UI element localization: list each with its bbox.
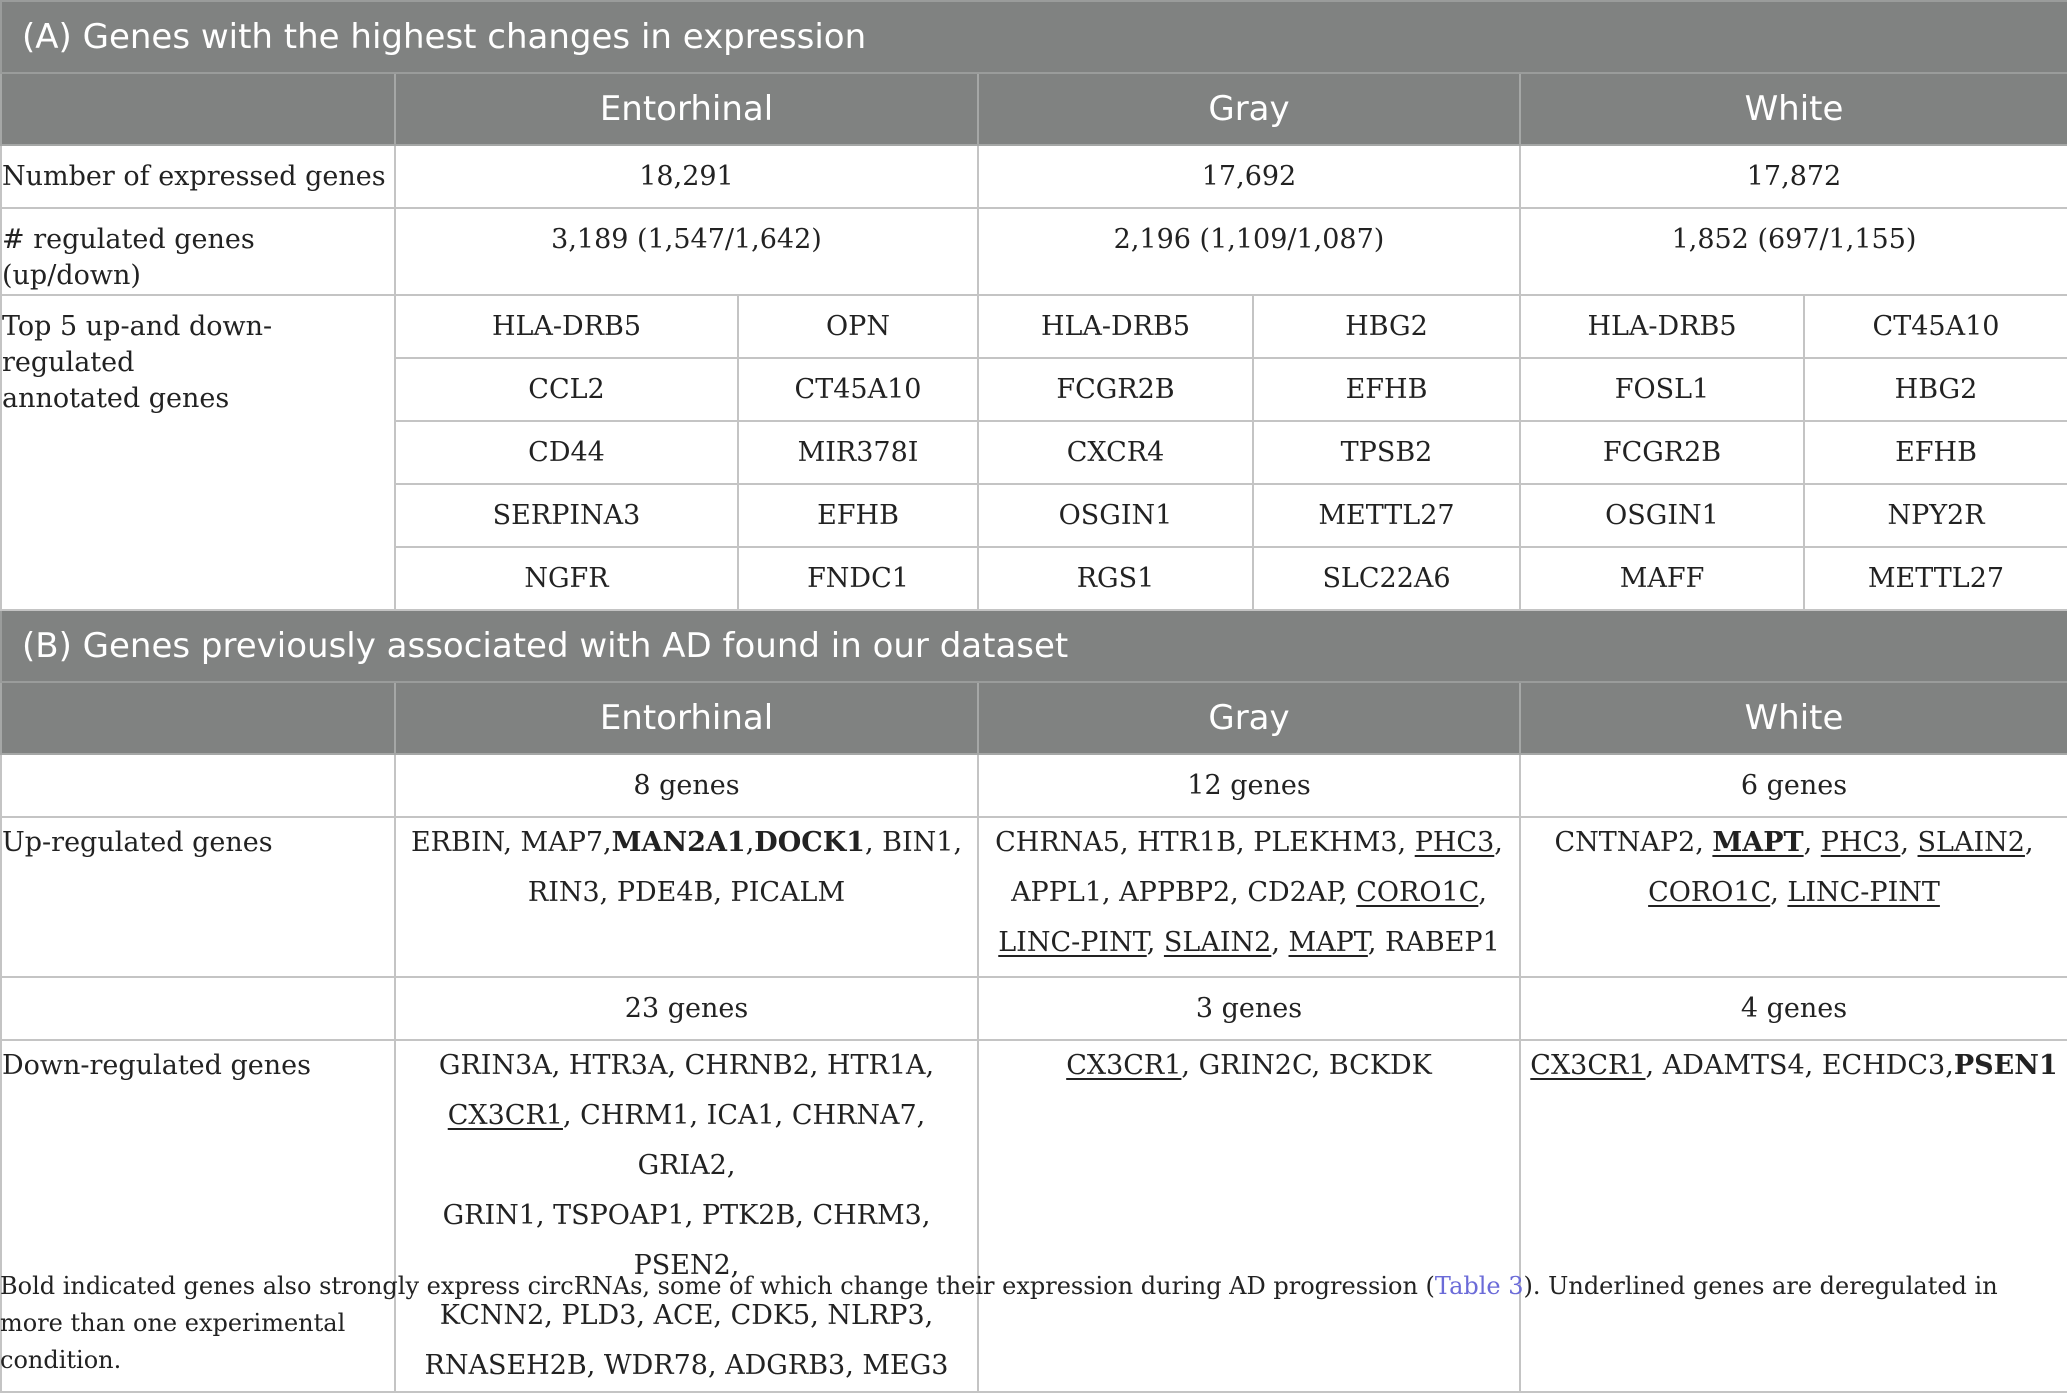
- section-a-header-row: [1, 1, 2067, 73]
- down-count-row: [1, 977, 2067, 1040]
- gene-cell: OSGIN1: [978, 484, 1253, 547]
- down-count-white: 4 genes: [1520, 977, 2067, 1040]
- section-b-title: (B) Genes previously associated with AD found in our dataset: [1, 610, 2067, 682]
- gene-underlined: LINC-PINT: [998, 927, 1147, 958]
- column-header-white: White: [1520, 682, 2067, 754]
- gene-cell: SERPINA3: [395, 484, 738, 547]
- up-list-white: [1520, 817, 2067, 977]
- down-count-entorhinal: 23 genes: [395, 977, 978, 1040]
- column-header-entorhinal: Entorhinal: [395, 682, 978, 754]
- gene-text: ,: [2024, 827, 2034, 858]
- up-count-entorhinal: 8 genes: [395, 754, 978, 817]
- regulated-gray: 2,196 (1,109/1,087): [978, 208, 1520, 295]
- expressed-white: 17,872: [1520, 145, 2067, 208]
- gene-list-line: [1521, 868, 2067, 918]
- top5-label: [1, 295, 395, 610]
- gene-cell: CT45A10: [1804, 295, 2067, 358]
- section-a-title: (A) Genes with the highest changes in expression: [1, 1, 2067, 73]
- gene-text: ERBIN, MAP7,: [410, 827, 612, 858]
- gene-cell: METTL27: [1253, 484, 1520, 547]
- gene-text: CNTNAP2,: [1554, 827, 1713, 858]
- gene-underlined: MAPT: [1288, 927, 1368, 958]
- up-count-white: 6 genes: [1520, 754, 2067, 817]
- gene-bold: PSEN1: [1953, 1050, 2058, 1081]
- gene-underlined: CX3CR1: [1530, 1050, 1646, 1081]
- gene-list-line: [1521, 1041, 2067, 1091]
- up-count-row: [1, 754, 2067, 817]
- up-list-entorhinal: [395, 817, 978, 977]
- gene-underlined: SLAIN2: [1917, 827, 2025, 858]
- gene-cell: CT45A10: [738, 358, 978, 421]
- regulated-genes-row: [1, 208, 2067, 295]
- gene-cell: CCL2: [395, 358, 738, 421]
- up-regulated-label-text: Up-regulated genes: [2, 827, 273, 858]
- table-3-link[interactable]: Table 3: [1434, 1272, 1524, 1300]
- gene-underlined: LINC-PINT: [1787, 877, 1940, 908]
- gene-cell: FCGR2B: [1520, 421, 1804, 484]
- column-header-gray: Gray: [978, 73, 1520, 145]
- gene-list-line: [979, 1041, 1519, 1091]
- gene-list-line: KCNN2, PLD3, ACE, CDK5, NLRP3,: [439, 1300, 934, 1331]
- regulated-entorhinal: 3,189 (1,547/1,642): [395, 208, 978, 295]
- gene-bold: DOCK1: [754, 827, 865, 858]
- top5-label-line-1: Top 5 up-and down-regulated: [2, 311, 273, 378]
- gene-text: ,: [1494, 827, 1503, 858]
- gene-cell: EFHB: [738, 484, 978, 547]
- gene-text: APPL1, APPBP2, CD2AP,: [1011, 877, 1357, 908]
- gene-cell: MAFF: [1520, 547, 1804, 610]
- gene-underlined: PHC3: [1414, 827, 1495, 858]
- gene-cell: CD44: [395, 421, 738, 484]
- regulated-white: 1,852 (697/1,155): [1520, 208, 2067, 295]
- gene-cell: OSGIN1: [1520, 484, 1804, 547]
- section-b-column-header-row: [1, 682, 2067, 754]
- up-regulated-row: [1, 817, 2067, 977]
- gene-text: , ADAMTS4, ECHDC3,: [1645, 1050, 1954, 1081]
- gene-cell: OPN: [738, 295, 978, 358]
- down-regulated-label-text: Down-regulated genes: [2, 1050, 311, 1081]
- column-header-empty: [1, 682, 395, 754]
- gene-underlined: CX3CR1: [1066, 1050, 1182, 1081]
- gene-text: ,: [1770, 877, 1788, 908]
- gene-cell: FNDC1: [738, 547, 978, 610]
- gene-list-line: RNASEH2B, WDR78, ADGRB3, MEG3: [424, 1350, 949, 1381]
- down-count-label-empty: [1, 977, 395, 1040]
- column-header-entorhinal: Entorhinal: [395, 73, 978, 145]
- gene-list-line: [1521, 818, 2067, 868]
- gene-cell: HLA-DRB5: [1520, 295, 1804, 358]
- gene-underlined: CORO1C: [1648, 877, 1771, 908]
- gene-cell: HBG2: [1253, 295, 1520, 358]
- gene-cell: EFHB: [1253, 358, 1520, 421]
- gene-list-line: RIN3, PDE4B, PICALM: [527, 877, 846, 908]
- gene-list-line: [979, 868, 1519, 918]
- expressed-genes-row: [1, 145, 2067, 208]
- gene-underlined: PHC3: [1820, 827, 1901, 858]
- section-b-header-row: [1, 610, 2067, 682]
- gene-cell: HLA-DRB5: [395, 295, 738, 358]
- gene-text: ,: [1803, 827, 1821, 858]
- gene-underlined: SLAIN2: [1163, 927, 1272, 958]
- gene-list-line: [979, 818, 1519, 868]
- gene-bold-underlined: MAPT: [1712, 827, 1804, 858]
- gene-bold: MAN2A1: [611, 827, 746, 858]
- expressed-entorhinal: 18,291: [395, 145, 978, 208]
- gene-cell: EFHB: [1804, 421, 2067, 484]
- gene-text: ,: [1271, 927, 1289, 958]
- section-a-column-header-row: [1, 73, 2067, 145]
- gene-cell: METTL27: [1804, 547, 2067, 610]
- top5-label-line-2: annotated genes: [2, 383, 230, 414]
- down-count-gray: 3 genes: [978, 977, 1520, 1040]
- gene-text: ,: [1146, 927, 1164, 958]
- gene-cell: NPY2R: [1804, 484, 2067, 547]
- gene-text: , RABEP1: [1367, 927, 1500, 958]
- gene-list-line: GRIN1, TSPOAP1, PTK2B, CHRM3, PSEN2,: [442, 1200, 931, 1281]
- column-header-gray: Gray: [978, 682, 1520, 754]
- gene-underlined: CX3CR1: [447, 1100, 563, 1131]
- table-footnote: [0, 1268, 2067, 1379]
- gene-cell: NGFR: [395, 547, 738, 610]
- column-header-empty: [1, 73, 395, 145]
- gene-cell: SLC22A6: [1253, 547, 1520, 610]
- gene-list-line: [979, 918, 1519, 968]
- gene-list-line: [396, 1091, 977, 1191]
- up-count-label-empty: [1, 754, 395, 817]
- up-list-gray: [978, 817, 1520, 977]
- gene-text: ,: [1900, 827, 1918, 858]
- gene-text: , GRIN2C, BCKDK: [1181, 1050, 1432, 1081]
- top5-row: [1, 295, 2067, 358]
- column-header-white: White: [1520, 73, 2067, 145]
- gene-text: ,: [745, 827, 755, 858]
- expressed-genes-label: Number of expressed genes: [1, 145, 395, 208]
- gene-list-line: [396, 818, 977, 868]
- gene-text: ,: [1478, 877, 1487, 908]
- gene-cell: FOSL1: [1520, 358, 1804, 421]
- gene-underlined: CORO1C: [1356, 877, 1479, 908]
- gene-text: , CHRM1, ICA1, CHRNA7, GRIA2,: [562, 1100, 926, 1181]
- up-count-gray: 12 genes: [978, 754, 1520, 817]
- gene-cell: HBG2: [1804, 358, 2067, 421]
- gene-cell: MIR378I: [738, 421, 978, 484]
- expressed-gray: 17,692: [978, 145, 1520, 208]
- gene-text: CHRNA5, HTR1B, PLEKHM3,: [995, 827, 1415, 858]
- gene-cell: FCGR2B: [978, 358, 1253, 421]
- gene-cell: CXCR4: [978, 421, 1253, 484]
- gene-text: , BIN1,: [864, 827, 963, 858]
- regulated-genes-label: # regulated genes (up/down): [1, 208, 395, 295]
- footnote-text: condition.: [0, 1346, 122, 1374]
- gene-list-line: GRIN3A, HTR3A, CHRNB2, HTR1A,: [438, 1050, 935, 1081]
- gene-cell: TPSB2: [1253, 421, 1520, 484]
- footnote-text: Bold indicated genes also strongly express circRNAs, some of which change their expression during AD progression (: [0, 1272, 1435, 1300]
- gene-cell: RGS1: [978, 547, 1253, 610]
- footnote-text: ). Underlined genes are deregulated in more than one experimental: [0, 1272, 1998, 1337]
- up-regulated-label: [1, 817, 395, 977]
- gene-cell: HLA-DRB5: [978, 295, 1253, 358]
